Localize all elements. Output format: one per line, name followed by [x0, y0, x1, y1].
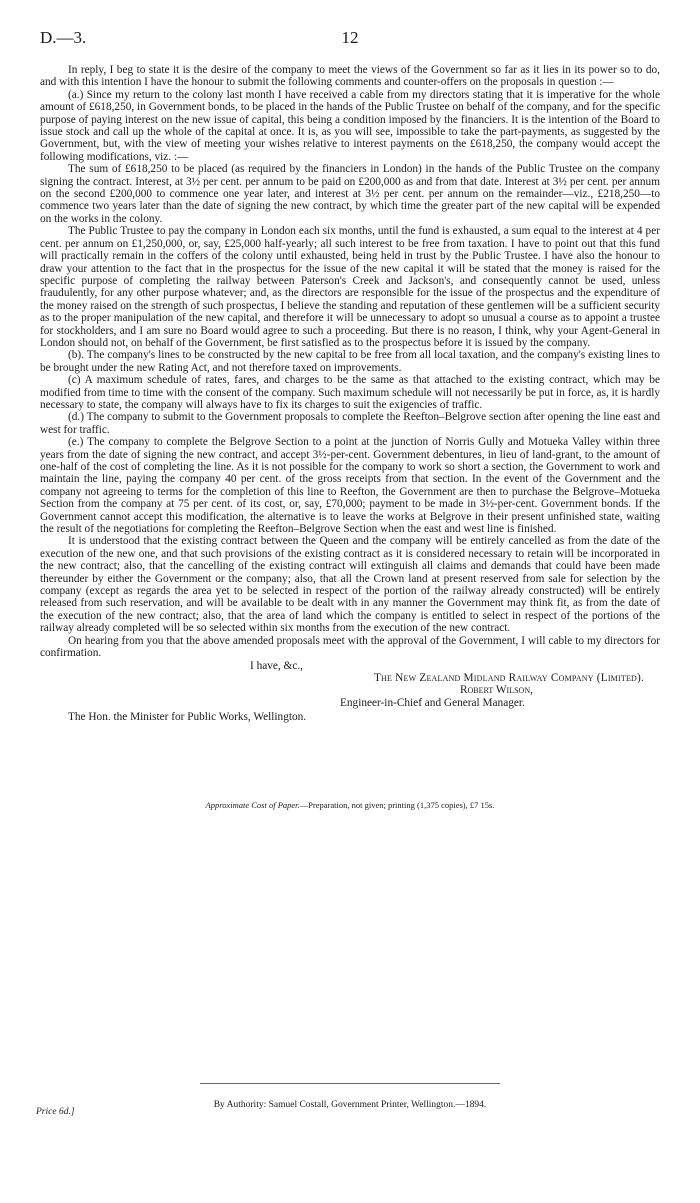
paragraph-confirmation: On hearing from you that the above amended proposals meet with the approval of the Government, I will cable to my directors for confirmation. [40, 634, 660, 660]
addressee: The Hon. the Minister for Public Works, Wellington. [68, 711, 307, 724]
page-header [40, 28, 660, 52]
letter-closing [40, 660, 660, 724]
paragraph-c: (c) A maximum schedule of rates, fares, and charges to be the same as that attached to the existing contract, which may be modified from time to time with the consent of the company. Such maximum schedule will not necessarily be put in force, as, it is hardly necessary to state, the company will always have to fix its charges to suit the exigencies of traffic. [40, 374, 660, 411]
cost-label: Approximate Cost of Paper. [205, 800, 300, 810]
cost-of-paper [0, 800, 700, 810]
price: Price 6d.] [36, 1107, 75, 1117]
paragraph-d: (d.) The company to submit to the Government proposals to complete the Reefton–Belgrove section after opening the line east and west for traffic. [40, 411, 660, 436]
letter-body [40, 64, 660, 724]
page-number: 12 [341, 28, 359, 47]
paragraph-a: (a.) Since my return to the colony last month I have received a cable from my directors stating that it is imperative for the whole amount of £618,250, in Government bonds, to be placed in the hands of the Public Trustee on behalf of the company, and for the specific purpose of paying interest on the new issue of capital, this being a condition imposed by the financiers. It is the intention of the Board to issue stock and call up the whole of the capital at once. It is, as you will see, impossible to take the part-payments, as suggested by the Government, but, with the view of meeting your wishes relative to interest payments on the £618,250, the company would accept the following modifications, viz. :— [40, 88, 660, 163]
signer-name: Robert Wilson, [460, 684, 533, 697]
footer-divider [200, 1083, 500, 1084]
paragraph-trustee-payment: The Public Trustee to pay the company in London each six months, until the fund is exhausted, a sum equal to the interest at 4 per cent. per annum on £1,250,000, or, say, £25,000 half-yearly; all such interest to be free from taxation. I have to point out that this fund will practically remain in the coffers of the colony until exhausted, being held in trust by the Public Trustee. I have also the honour to draw your attention to the fact that in the prospectus for the issue of the new capital it will be stated that the money is raised for the specific purpose of completing the railway between Paterson's Creek and Jackson's, and consequently cannot be used, unless fraudulently, for any other purpose whatever; and, as the directors are responsible for the issue of the prospectus and the expenditure of the money raised on the strength of such prospectus, I believe the standing and reputation of these gentlemen will be a sufficient security as to the proper manipulation of the new capital, and therefore it will be unnecessary to adopt so unusual a course as to appoint a trustee for stockholders, and I am sure no Board would agree to such a proceeding. But there is no reason, I think, why your Agent-General in London should not, on behalf of the Government, be first satisfied as to the prospectus before it is issued by the company. [40, 225, 660, 349]
salutation: I have, &c., [250, 659, 304, 672]
printer-authority: By Authority: Samuel Costall, Government Printer, Wellington.—1894. [213, 1100, 487, 1110]
company-name: The New Zealand Midland Railway Company (Limited). [373, 671, 644, 684]
cost-text: —Preparation, not given; printing (1,375 copies), £7 15s. [299, 800, 495, 810]
paragraph-b: (b). The company's lines to be constructed by the new capital to be free from all local taxation, and the company's existing lines to be brought under the new Rating Act, and not therefore taxed on improvements. [40, 349, 660, 374]
paragraph-intro: In reply, I beg to state it is the desire of the company to meet the views of the Government so far as it lies in its power so to do, and with this intention I have the honour to submit the following comments and counter-offers on the proposals in question :— [40, 64, 660, 89]
paragraph-trustee-sum: The sum of £618,250 to be placed (as required by the financiers in London) in the hands of the Public Trustee on the company signing the contract. Interest, at 3½ per cent. per annum to be paid on £200,000 as and from that date. Interest at 3½ per cent. per annum on the second £200,000 to commence one year later, and interest at 3½ per cent. per annum on the remainder—viz., £218,250—to commence two years later than the date of signing the new contract, by which time the greater part of the new capital will be expended on the works in the colony. [40, 163, 660, 225]
paragraph-contract: It is understood that the existing contract between the Queen and the company will be entirely cancelled as from the date of the execution of the new one, and that such provisions of the existing contract as it is considered necessary to retain will be incorporated in the new contract; also, that the cancelling of the existing contract will extinguish all claims and demands that could have been made thereunder by either the Government or the company; also, that all the Crown land at present reserved from sale for selection by the company (except as regards the area yet to be selected in respect of the portion of the railway already constructed) will be entirely released from such reservation, and will be available to be dealt with in any manner the Government may think fit, as from the date of the execution of the new contract; also, that the area of land which the company is entitled to select in respect of the portions of the railway already completed will be so selected within six months from the execution of the new contract. [40, 535, 660, 635]
signer-title: Engineer-in-Chief and General Manager. [340, 696, 525, 709]
paragraph-e: (e.) The company to complete the Belgrove Section to a point at the junction of Norris Gully and Motueka Valley within three years from the date of signing the new contract, and accept 3½-per-cent. Government debentures, in lieu of land-grant, to the amount of one-half of the cost of completing the line. As it is not possible for the company to work so short a section, the Government to work and maintain the line, paying the company 40 per cent. of the gross receipts from that section. In the event of the Government and the company not agreeing to terms for the completion of this line to Reefton, the Government are then to purchase the Belgrove–Motueka Section from the company at 75 per cent. of its cost, or, say, £70,000; payment to be made in 3½-per-cent. Government bonds. If the Government cannot accept this modification, the alternative is to leave the works at Belgrove in their present unfinished state, waiting the result of the negotiations for completing the Reefton–Belgrove Section when the east and west line is finished. [40, 436, 660, 536]
document-id: D.—3. [40, 28, 87, 47]
